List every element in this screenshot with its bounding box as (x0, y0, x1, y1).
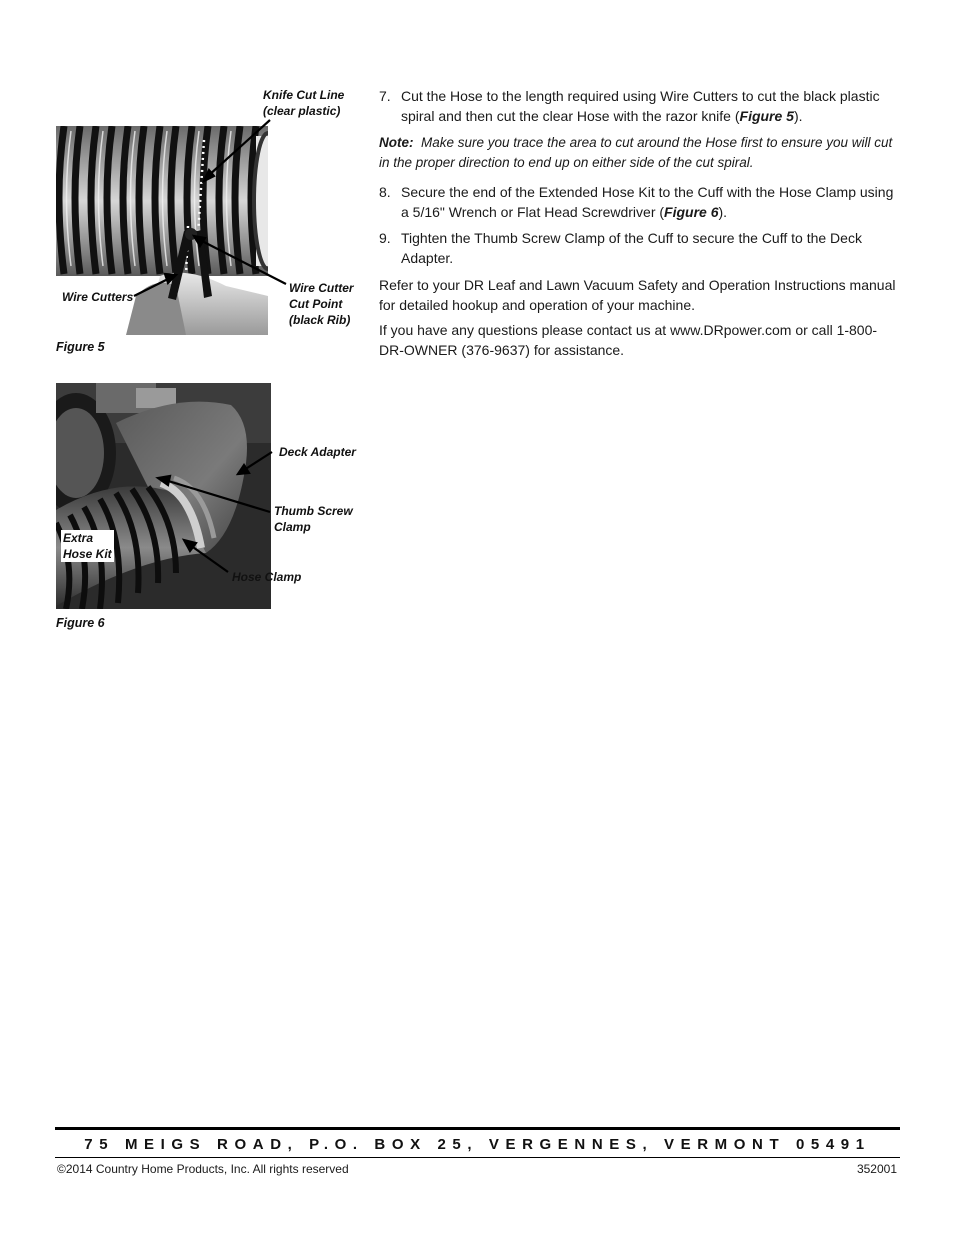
footer-rule-thin (55, 1157, 900, 1158)
leader-knife-cut-line (208, 120, 270, 176)
step-text: Cut the Hose to the length required using Wire Cutters to cut the black plastic spiral and then cut the clear Hose with the razor knife ( (401, 88, 880, 124)
figure-reference: Figure 5 (739, 108, 794, 124)
leader-cut-point (200, 240, 286, 284)
step-number: 8. (379, 184, 391, 200)
refer-paragraph: Refer to your DR Leaf and Lawn Vacuum Safety and Operation Instructions manual for detailed hookup and operation of your machine. (379, 277, 896, 313)
contact-paragraph: If you have any questions please contact us at www.DRpower.com or call 1-800-DR-OWNER (376-9637) for assistance. (379, 322, 878, 358)
callout-deck-adapter: Deck Adapter (279, 445, 356, 459)
callout-thumb-screw-clamp: Thumb Screw Clamp (274, 504, 353, 534)
footer-address: 75 MEIGS ROAD, P.O. BOX 25, VERGENNES, VERMONT 05491 (84, 1136, 871, 1153)
note (379, 133, 897, 173)
figure5-caption: Figure 5 (56, 340, 105, 354)
arrow-icon (238, 465, 249, 474)
leader-deck-adapter (244, 452, 272, 470)
step-number: 7. (379, 88, 391, 104)
step-number: 9. (379, 230, 391, 246)
arrow-icon (194, 236, 205, 246)
arrow-icon (158, 476, 170, 485)
step-8: 8. Secure the end of the Extended Hose Kit to the Cuff with the Hose Clamp using a 5/16" Wrench or Flat Head Screwdriver (Figure 6). (379, 184, 894, 220)
leader-thumb-screw-clamp (165, 480, 270, 512)
footer-copyright: ©2014 Country Home Products, Inc. All rights reserved (57, 1162, 349, 1176)
callout-wire-cutters: Wire Cutters (62, 290, 134, 304)
step-text: Tighten the Thumb Screw Clamp of the Cuff to secure the Cuff to the Deck Adapter. (401, 230, 862, 266)
step-9 (379, 228, 894, 268)
leader-wire-cutters (134, 278, 170, 296)
step-text: Secure the end of the Extended Hose Kit to the Cuff with the Hose Clamp using a 5/16" Wrench or Flat Head Screwdriver ( (401, 184, 894, 220)
note-label: Note: (379, 135, 414, 150)
figure-reference: Figure 6 (664, 204, 719, 220)
figure6-leader-lines (0, 380, 954, 620)
note-text: Make sure you trace the area to cut around the Hose first to ensure you will cut in the proper direction to end up on either side of the cut spiral. (379, 135, 893, 170)
leader-hose-clamp (190, 545, 228, 572)
arrow-icon (184, 540, 196, 551)
callout-knife-cut-line: Knife Cut Line (clear plastic) (263, 88, 345, 118)
step-7: 7. Cut the Hose to the length required using Wire Cutters to cut the black plastic spiral and then cut the clear Hose with the razor knife (Figure 5). (379, 88, 880, 124)
callout-wire-cutter-cut-point: Wire Cutter Cut Point (black Rib) (289, 281, 354, 327)
footer-rule-thick (55, 1127, 900, 1130)
callout-extra-hose-kit: Extra Hose Kit (63, 531, 112, 561)
callout-hose-clamp: Hose Clamp (232, 570, 302, 584)
figure6-caption: Figure 6 (56, 616, 105, 630)
arrow-icon (165, 274, 176, 283)
footer-part-number: 352001 (856, 1162, 897, 1176)
